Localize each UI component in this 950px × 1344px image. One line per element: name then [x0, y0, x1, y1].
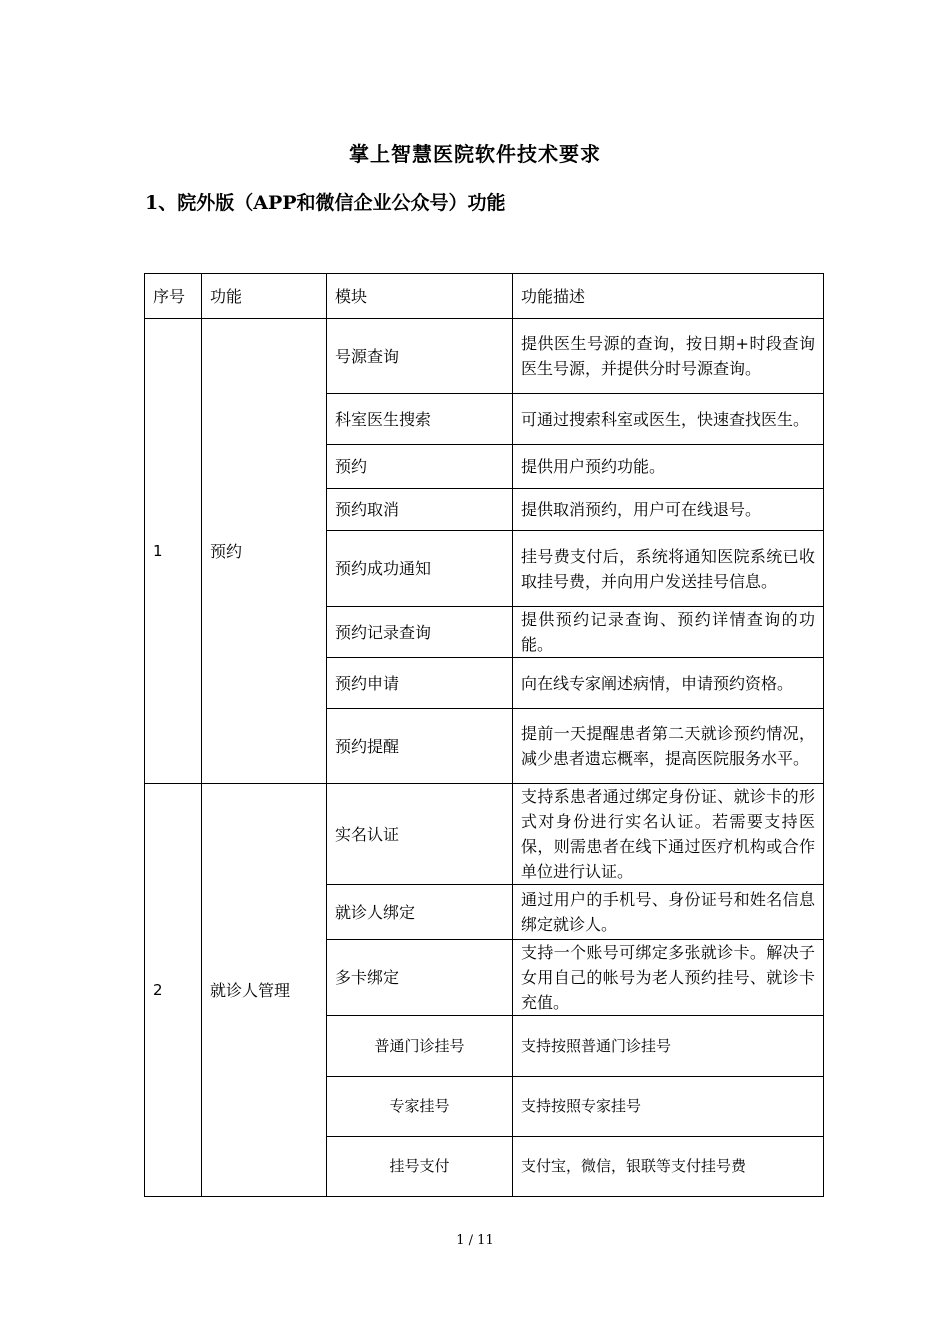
document-title: 掌上智慧医院软件技术要求	[349, 142, 601, 166]
description-cell: 提供取消预约，用户可在线退号。	[513, 489, 824, 531]
description-cell: 可通过搜索科室或医生，快速查找医生。	[513, 394, 824, 445]
module-cell: 预约提醒	[327, 709, 513, 784]
requirements-table	[144, 273, 824, 1197]
group-function: 预约	[202, 319, 327, 784]
table-row	[145, 784, 824, 885]
module-cell: 预约	[327, 445, 513, 489]
header-cell-function: 功能	[202, 274, 327, 319]
module-cell: 普通门诊挂号	[327, 1016, 513, 1077]
description-cell: 支持按照普通门诊挂号	[513, 1016, 824, 1077]
group-number: 2	[145, 784, 202, 1197]
module-cell: 预约取消	[327, 489, 513, 531]
header-cell-module: 模块	[327, 274, 513, 319]
module-cell: 就诊人绑定	[327, 885, 513, 940]
description-cell: 通过用户的手机号、身份证号和姓名信息绑定就诊人。	[513, 885, 824, 940]
description-cell: 挂号费支付后，系统将通知医院系统已收取挂号费，并向用户发送挂号信息。	[513, 531, 824, 607]
description-cell: 支持系患者通过绑定身份证、就诊卡的形式对身份进行实名认证。若需要支持医保，则需患者在线下通过医疗机构或合作单位进行认证。	[513, 784, 824, 885]
table-header-row	[145, 274, 824, 319]
page-indicator: 1 / 11	[456, 1233, 494, 1248]
description-cell: 提供医生号源的查询，按日期+时段查询医生号源，并提供分时号源查询。	[513, 319, 824, 394]
description-cell: 提前一天提醒患者第二天就诊预约情况，减少患者遗忘概率，提高医院服务水平。	[513, 709, 824, 784]
module-cell: 实名认证	[327, 784, 513, 885]
description-cell: 提供预约记录查询、预约详情查询的功能。	[513, 607, 824, 658]
module-cell: 预约申请	[327, 658, 513, 709]
header-cell-no: 序号	[145, 274, 202, 319]
description-cell: 提供用户预约功能。	[513, 445, 824, 489]
header-cell-description: 功能描述	[513, 274, 824, 319]
section-heading: 1、院外版（APP和微信企业公众号）功能	[145, 192, 506, 214]
description-cell: 支持按照专家挂号	[513, 1077, 824, 1137]
description-cell: 向在线专家阐述病情，申请预约资格。	[513, 658, 824, 709]
module-cell: 专家挂号	[327, 1077, 513, 1137]
group-number: 1	[145, 319, 202, 784]
module-cell: 预约记录查询	[327, 607, 513, 658]
description-cell: 支持一个账号可绑定多张就诊卡。解决子女用自己的帐号为老人预约挂号、就诊卡充值。	[513, 940, 824, 1016]
table-row	[145, 319, 824, 394]
module-cell: 科室医生搜索	[327, 394, 513, 445]
module-cell: 挂号支付	[327, 1137, 513, 1197]
module-cell: 预约成功通知	[327, 531, 513, 607]
module-cell: 号源查询	[327, 319, 513, 394]
description-cell: 支付宝，微信，银联等支付挂号费	[513, 1137, 824, 1197]
module-cell: 多卡绑定	[327, 940, 513, 1016]
group-function: 就诊人管理	[202, 784, 327, 1197]
